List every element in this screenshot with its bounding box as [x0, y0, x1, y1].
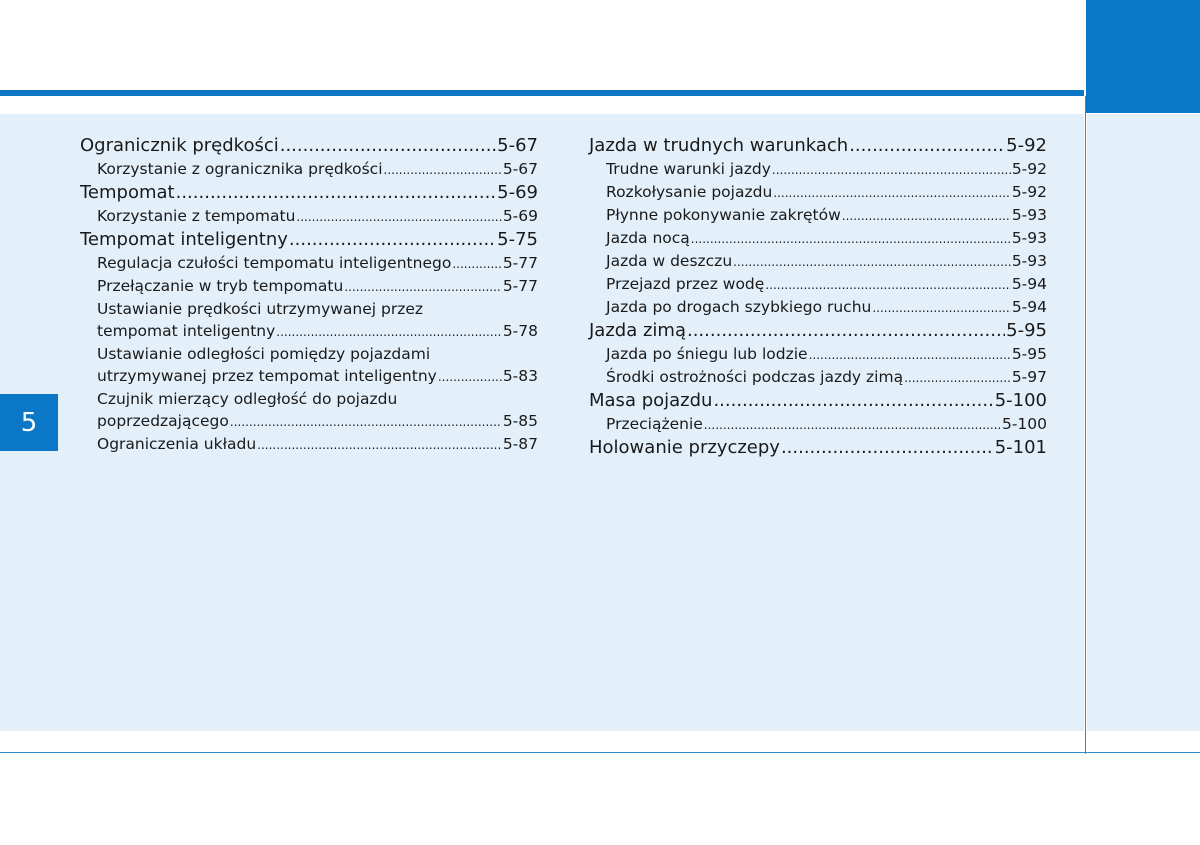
toc-page-number: 5-85 [502, 412, 538, 430]
toc-entry-title: Jazda po śniegu lub lodzie [606, 345, 808, 363]
toc-page-number: 5-93 [1011, 229, 1047, 247]
toc-page-number: 5-77 [502, 254, 538, 272]
dot-leader [704, 414, 1001, 436]
toc-subsection-entry[interactable] [589, 413, 1047, 436]
toc-entry-title-line: Ustawianie odległości pomiędzy pojazdami [97, 345, 431, 363]
dot-leader [773, 182, 1011, 204]
toc-subsection-entry[interactable] [80, 205, 538, 228]
toc-page-number: 5-69 [497, 182, 538, 203]
toc-section-entry[interactable] [589, 134, 1047, 158]
dot-leader [452, 253, 502, 275]
corner-tab [1086, 0, 1200, 113]
toc-page-number: 5-75 [497, 229, 538, 250]
toc-entry-title: Płynne pokonywanie zakrętów [606, 206, 841, 224]
dot-leader [809, 344, 1011, 366]
toc-page-number: 5-67 [497, 135, 538, 156]
toc-subsection-entry[interactable] [589, 204, 1047, 227]
toc-page-number: 5-93 [1011, 252, 1047, 270]
dot-leader [230, 411, 502, 433]
toc-entry-title: poprzedzającego [97, 412, 229, 430]
toc-entry-title: Jazda zimą [589, 320, 686, 341]
dot-leader [904, 367, 1011, 389]
toc-entry-title-line: Ustawianie prędkości utrzymywanej przez [97, 300, 424, 318]
toc-entry-title: Jazda po drogach szybkiego ruchu [606, 298, 872, 316]
toc-entry-title-line: Czujnik mierzący odległość do pojazdu [97, 390, 398, 408]
dot-leader [276, 321, 502, 343]
toc-subsection-entry[interactable] [80, 158, 538, 181]
dot-leader [842, 205, 1011, 227]
toc-page-number: 5-78 [502, 322, 538, 340]
toc-subsection-entry[interactable] [80, 410, 538, 433]
toc-subsection-entry[interactable] [589, 250, 1047, 273]
toc-page-number: 5-97 [1011, 368, 1047, 386]
toc-section-entry[interactable] [80, 134, 538, 158]
toc-section-entry[interactable] [589, 389, 1047, 413]
toc-page-number: 5-92 [1011, 183, 1047, 201]
toc-entry-title: Jazda w deszczu [606, 252, 733, 270]
toc-entry-title: Środki ostrożności podczas jazdy zimą [606, 368, 904, 386]
toc-page-number: 5-92 [1011, 160, 1047, 178]
dot-leader [872, 297, 1010, 319]
toc-section-entry[interactable] [80, 181, 538, 205]
toc-entry-title: Rozkołysanie pojazdu [606, 183, 773, 201]
dot-leader [849, 134, 1005, 158]
toc-entry-title: Ograniczenia układu [97, 435, 257, 453]
toc-subsection-entry[interactable] [80, 433, 538, 456]
toc-entry-title: Przejazd przez wodę [606, 275, 765, 293]
toc-entry-title: Jazda w trudnych warunkach [589, 135, 849, 156]
toc-page-number: 5-93 [1011, 206, 1047, 224]
toc-page-number: 5-100 [994, 390, 1047, 411]
toc-right-column [589, 134, 1047, 460]
dot-leader [176, 181, 497, 205]
toc-page-number: 5-95 [1006, 320, 1047, 341]
toc-entry-title: Przeciążenie [606, 415, 703, 433]
toc-entry-title: Jazda nocą [606, 229, 690, 247]
dot-leader [344, 276, 502, 298]
toc-entry-title: Korzystanie z ogranicznika prędkości [97, 160, 383, 178]
toc-section-entry[interactable] [589, 319, 1047, 343]
dot-leader [765, 274, 1011, 296]
toc-entry-title: Tempomat inteligentny [80, 229, 288, 250]
toc-subsection-entry[interactable] [80, 275, 538, 298]
toc-subsection-entry[interactable] [80, 365, 538, 388]
toc-page-number: 5-92 [1006, 135, 1047, 156]
footer-rule [0, 752, 1200, 753]
dot-leader [781, 436, 994, 460]
dot-leader [296, 206, 501, 228]
toc-page-number: 5-94 [1011, 298, 1047, 316]
toc-page-number: 5-83 [502, 367, 538, 385]
toc-entry-title: Przełączanie w tryb tempomatu [97, 277, 344, 295]
toc-subsection-entry[interactable] [589, 227, 1047, 250]
toc-entry-title: Holowanie przyczepy [589, 437, 780, 458]
toc-section-entry[interactable] [80, 228, 538, 252]
dot-leader [691, 228, 1011, 250]
toc-entry-title: Trudne warunki jazdy [606, 160, 771, 178]
toc-subsection-entry[interactable] [80, 252, 538, 275]
toc-subsection-entry[interactable] [589, 158, 1047, 181]
toc-subsection-entry[interactable] [80, 320, 538, 343]
toc-entry-title: Masa pojazdu [589, 390, 713, 411]
chapter-tab: 5 [0, 394, 58, 451]
toc-entry-title: tempomat inteligentny [97, 322, 276, 340]
dot-leader [257, 434, 502, 456]
dot-leader [772, 159, 1011, 181]
toc-entry-title: Tempomat [80, 182, 175, 203]
dot-leader [733, 251, 1011, 273]
dot-leader [280, 134, 496, 158]
toc-subsection-entry[interactable] [589, 181, 1047, 204]
toc-entry-title: Regulacja czułości tempomatu inteligentnego [97, 254, 452, 272]
toc-subsection-entry[interactable] [589, 273, 1047, 296]
dot-leader [713, 389, 993, 413]
toc-page-number: 5-95 [1011, 345, 1047, 363]
dot-leader [687, 319, 1005, 343]
header-rule [0, 90, 1084, 96]
margin-panel [1087, 114, 1200, 731]
toc-page-number: 5-77 [502, 277, 538, 295]
toc-page-number: 5-100 [1001, 415, 1047, 433]
margin-divider [1085, 96, 1086, 754]
toc-subsection-entry[interactable] [589, 366, 1047, 389]
toc-page-number: 5-69 [502, 207, 538, 225]
dot-leader [384, 159, 502, 181]
toc-entry-title: Korzystanie z tempomatu [97, 207, 296, 225]
toc-subsection-entry[interactable] [589, 343, 1047, 366]
toc-left-column [80, 134, 538, 456]
toc-page-number: 5-101 [994, 437, 1047, 458]
toc-entry-title: utrzymywanej przez tempomat inteligentny [97, 367, 437, 385]
toc-section-entry[interactable] [589, 436, 1047, 460]
dot-leader [438, 366, 502, 388]
toc-page-number: 5-94 [1011, 275, 1047, 293]
toc-page-number: 5-87 [502, 435, 538, 453]
toc-entry-title: Ogranicznik prędkości [80, 135, 279, 156]
toc-page-number: 5-67 [502, 160, 538, 178]
dot-leader [289, 228, 496, 252]
toc-subsection-entry[interactable] [589, 296, 1047, 319]
